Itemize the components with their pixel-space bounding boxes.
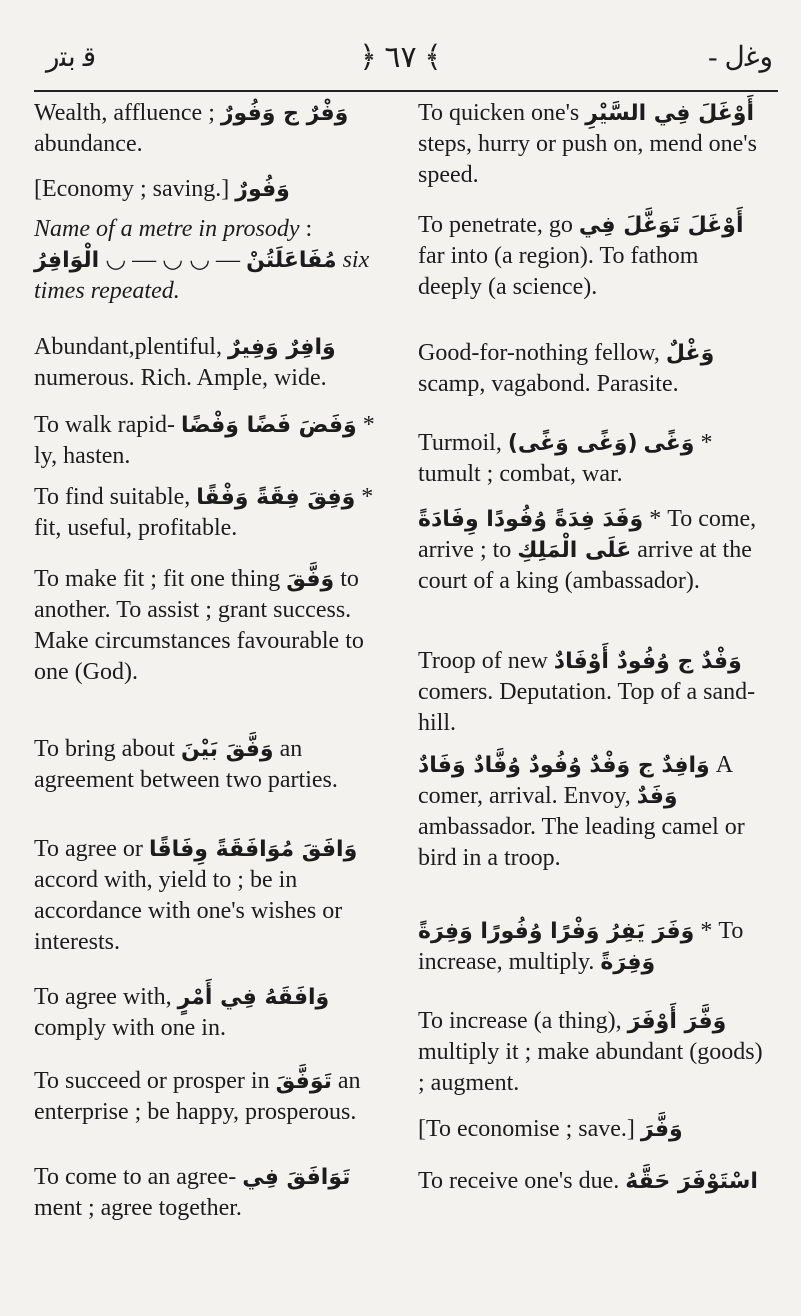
header-rule bbox=[34, 90, 778, 92]
page-header bbox=[0, 0, 801, 94]
dictionary-entry: وَفَرَ يَفِرُ وَفْرًا وُفُورًا وَفِرَةً * To increase, multiply. وَفِرَةً bbox=[418, 918, 744, 975]
header-left-guideword: ﻗ ﺑﺘﺭ bbox=[46, 42, 97, 73]
dictionary-entry: Troop of new وَفْدٌ ج وُفُودٌ أَوْفَادٌ comers. Deputation. Top of a sand-hill. bbox=[418, 648, 756, 736]
dictionary-entry: To make fit ; fit one thing وَفَّقَ to another. To assist ; grant success. Make circumstances favourable to one (God). bbox=[34, 566, 364, 685]
dictionary-entry: Name of a metre in prosody : الْوَافِرُ ◡ — ◡ ◡ — مُفَاعَلَتُنْ six times repeated. bbox=[34, 216, 370, 304]
dictionary-entry: To find suitable, وَفِقَ فِقَةً وَفْقًا * fit, useful, profitable. bbox=[34, 484, 374, 541]
page-number: ﴿ ٦٧ ﴾ bbox=[359, 41, 442, 74]
dictionary-entry: وَافِدٌ ج وَفْدٌ وُفُودٌ وُفَّادٌ وَفَادٌ A comer, arrival. Envoy, وَفَدٌ ambassador. The leading camel or bird in a troop. bbox=[418, 752, 745, 871]
header-right-guideword: ﻭﻏﻝ - bbox=[708, 42, 773, 73]
dictionary-entry: To quicken one's أَوْغَلَ فِي السَّيْرِ steps, hurry or push on, mend one's speed. bbox=[418, 100, 757, 188]
dictionary-entry: To receive one's due. اسْتَوْفَرَ حَقَّهُ bbox=[418, 1168, 758, 1194]
dictionary-entry: Wealth, affluence ; وَفْرٌ ج وَفُورٌ abundance. bbox=[34, 100, 349, 157]
dictionary-entry: Turmoil, (وَغًى وَغًى) وَغًى * tumult ; combat, war. bbox=[418, 430, 713, 487]
dictionary-entry: To agree or وَافَقَ مُوَافَقَةً وِفَاقًا accord with, yield to ; be in accordance with one's wishes or interests. bbox=[34, 836, 358, 955]
dictionary-entry: Good-for-nothing fellow, وَغْلٌ scamp, vagabond. Parasite. bbox=[418, 340, 715, 397]
dictionary-entry: To succeed or prosper in تَوَفَّقَ an enterprise ; be happy, prosperous. bbox=[34, 1068, 361, 1125]
dictionary-entry: [To economise ; save.] وَفَّرَ bbox=[418, 1116, 683, 1142]
dictionary-entry: To walk rapid- وَفَضَ فَضًا وَفْضًا * ly, hasten. bbox=[34, 412, 375, 469]
dictionary-entry: To penetrate, go أَوْغَلَ تَوَغَّلَ فِي far into (a region). To fathom deeply (a science). bbox=[418, 212, 744, 300]
dictionary-entry: To bring about وَفَّقَ بَيْنَ an agreement between two parties. bbox=[34, 736, 338, 793]
dictionary-entry: Abundant,plentiful, وَافِرٌ وَفِيرٌ numerous. Rich. Ample, wide. bbox=[34, 334, 336, 391]
dictionary-entry: To agree with, وَافَقَهُ فِي أَمْرٍ comply with one in. bbox=[34, 984, 330, 1041]
dictionary-entry: [Economy ; saving.] وَفُورٌ bbox=[34, 176, 290, 202]
dictionary-entry: To increase (a thing), وَفَّرَ أَوْفَرَ multiply it ; make abundant (goods) ; augment. bbox=[418, 1008, 763, 1096]
dictionary-entry: وَفَدَ فِدَةً وُفُودًا وِفَادَةً * To come, arrive ; to عَلَى الْمَلِكِ arrive at the court of a king (ambassador). bbox=[418, 506, 757, 594]
dictionary-entry: To come to an agree- تَوَافَقَ فِي ment ; agree together. bbox=[34, 1164, 351, 1221]
